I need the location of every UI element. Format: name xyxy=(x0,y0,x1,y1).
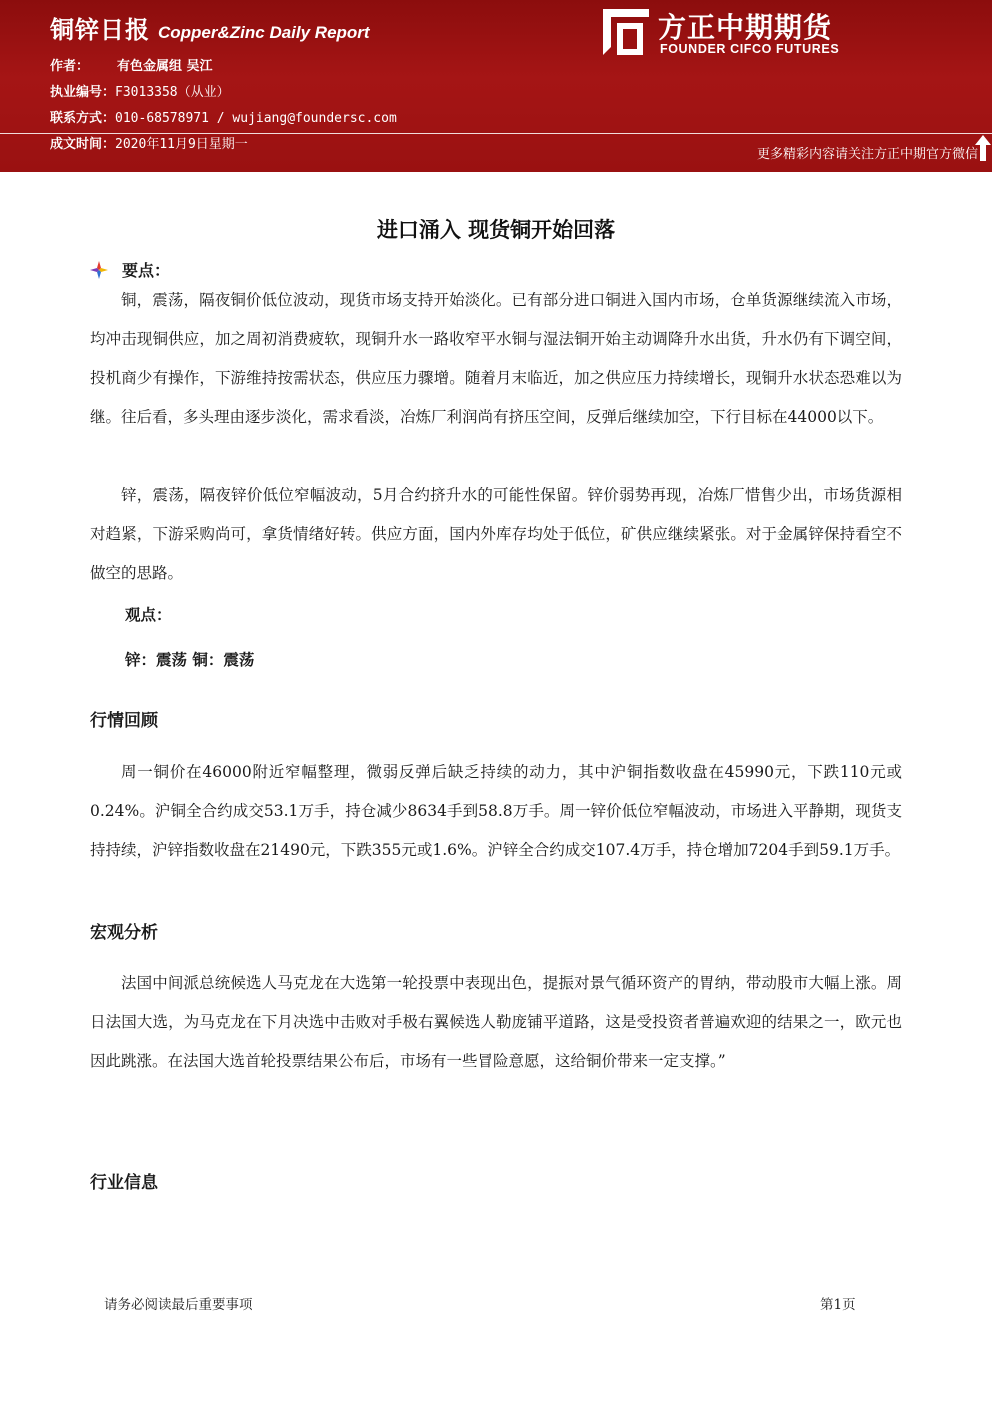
zinc-analysis-paragraph: 锌，震荡，隔夜锌价低位窄幅波动，5月合约挤升水的可能性保留。锌价弱势再现，冶炼厂惜售少出，市场货源相对趋紧，下游采购尚可，拿货情绪好转。供应方面，国内外库存均处于低位，矿供应继续紧张。对于金属锌保持看空不做空的思路。 xyxy=(90,486,902,582)
viewpoint-heading: 观点： xyxy=(125,606,172,624)
up-arrow-icon xyxy=(975,135,991,161)
keypoints-heading xyxy=(90,258,170,282)
meta-author: 作者： 有色金属组 吴江 xyxy=(50,59,213,74)
meta-date: 成文时间：2020年11月9日星期一 xyxy=(50,137,248,152)
industry-info-heading: 行业信息 xyxy=(90,1173,158,1193)
market-review-heading: 行情回顾 xyxy=(90,711,158,731)
report-title-cn: 铜锌日报 xyxy=(50,16,150,44)
company-logo xyxy=(600,6,880,60)
report-header-banner xyxy=(0,0,992,172)
founder-logo-icon xyxy=(603,9,649,55)
document-title: 进口涌入 现货铜开始回落 xyxy=(376,218,616,242)
meta-contact: 联系方式：010-68578971 / wujiang@foundersc.com xyxy=(50,111,397,126)
footer-disclaimer-notice: 请务必阅读最后重要事项 xyxy=(104,1297,253,1313)
report-title xyxy=(50,10,370,45)
logo-text-cn: 方正中期期货 xyxy=(658,11,833,44)
market-review-paragraph: 周一铜价在46000附近窄幅整理，微弱反弹后缺乏持续的动力，其中沪铜指数收盘在45990元，下跌110元或0.24%。沪铜全合约成交53.1万手，持仓减少8634手到58.8万手。周一锌价低位窄幅波动，市场进入平静期，现货支持持续，沪锌指数收盘在21490元，下跌355元或1.6%。沪锌全合约成交107.4万手，持仓增加7204手到59.1万手。 xyxy=(90,763,902,859)
header-divider xyxy=(0,133,992,134)
meta-license: 执业编号：F3013358（从业） xyxy=(50,85,230,100)
viewpoint-text: 锌：震荡 铜：震荡 xyxy=(125,651,255,669)
author-meta xyxy=(50,54,397,158)
four-color-diamond-bullet-icon xyxy=(90,261,108,279)
report-title-en: Copper&Zinc Daily Report xyxy=(158,23,370,42)
macro-analysis-heading: 宏观分析 xyxy=(90,923,158,943)
keypoints-heading-text: 要点： xyxy=(122,261,171,280)
page-number: 第1页 xyxy=(820,1297,856,1313)
copper-analysis-paragraph: 铜，震荡，隔夜铜价低位波动，现货市场支持开始淡化。已有部分进口铜进入国内市场，仓单货源继续流入市场，均冲击现铜供应，加之周初消费疲软，现铜升水一路收窄平水铜与湿法铜开始主动调降升水出货，升水仍有下调空间，投机商少有操作，下游维持按需状态，供应压力骤增。随着月末临近，加之供应压力持续增长，现铜升水状态恐难以为继。往后看，多头理由逐步淡化，需求看淡，冶炼厂利润尚有挤压空间，反弹后继续加空，下行目标在44000以下。 xyxy=(90,291,902,426)
logo-text-en: FOUNDER CIFCO FUTURES xyxy=(660,42,840,56)
wechat-notice: 更多精彩内容请关注方正中期官方微信 xyxy=(756,147,978,162)
macro-analysis-paragraph: 法国中间派总统候选人马克龙在大选第一轮投票中表现出色，提振对景气循环资产的胃纳，带动股市大幅上涨。周日法国大选，为马克龙在下月决选中击败对手极右翼候选人勒庞铺平道路，这是受投资者普遍欢迎的结果之一，欧元也因此跳涨。在法国大选首轮投票结果公布后，市场有一些冒险意愿，这给铜价带来一定支撑。” xyxy=(90,974,902,1070)
